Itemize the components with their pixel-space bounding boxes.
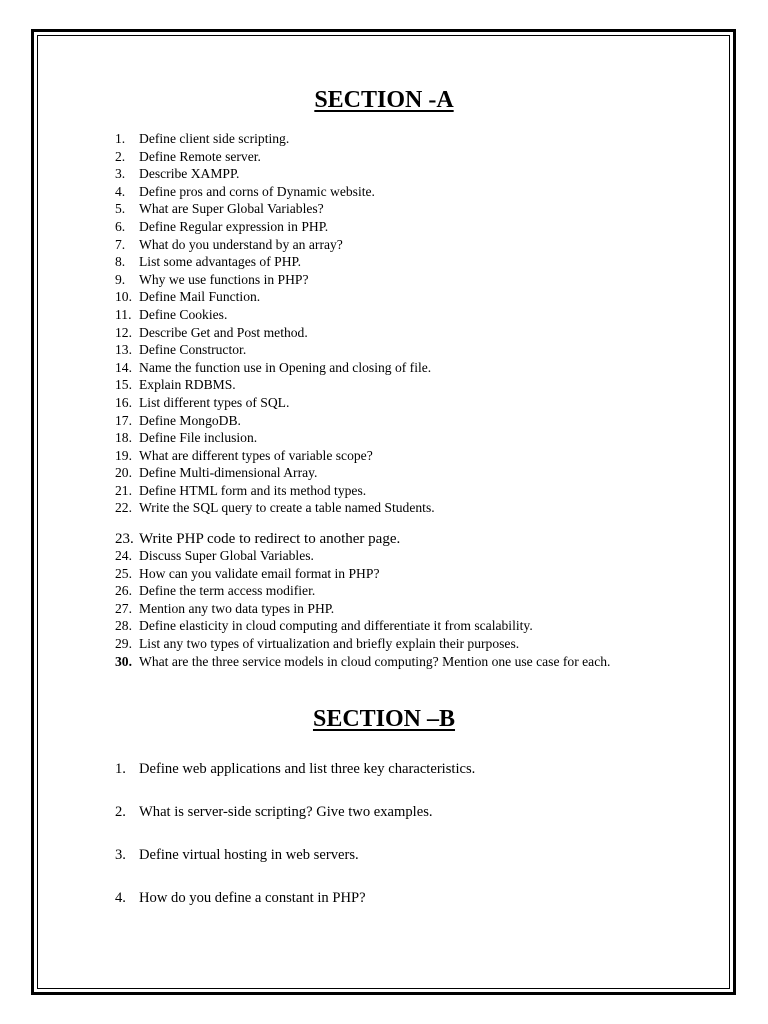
question-item bbox=[115, 341, 610, 359]
question-item bbox=[115, 600, 610, 618]
question-number: 30. bbox=[115, 653, 132, 669]
question-number: 18. bbox=[115, 430, 132, 446]
question-item bbox=[115, 653, 610, 671]
question-item bbox=[115, 499, 610, 517]
question-item bbox=[115, 253, 610, 271]
question-text: What do you understand by an array? bbox=[139, 236, 343, 252]
question-number: 13. bbox=[115, 342, 132, 358]
question-item bbox=[115, 447, 610, 465]
question-text: How can you validate email format in PHP? bbox=[139, 565, 380, 581]
question-text: Describe XAMPP. bbox=[139, 166, 240, 182]
question-number: 27. bbox=[115, 600, 132, 616]
section-a-title: SECTION -A bbox=[314, 87, 454, 113]
question-text: Define virtual hosting in web servers. bbox=[139, 847, 359, 863]
question-number: 6. bbox=[115, 218, 126, 234]
question-number: 1. bbox=[115, 131, 126, 146]
question-item bbox=[115, 271, 610, 289]
question-number: 29. bbox=[115, 636, 132, 652]
question-text: Define Mail Function. bbox=[139, 289, 261, 305]
question-text: List different types of SQL. bbox=[139, 394, 290, 410]
question-item bbox=[115, 376, 610, 394]
question-text: List some advantages of PHP. bbox=[139, 254, 301, 270]
question-text: What is server-side scripting? Give two examples. bbox=[139, 804, 433, 820]
question-item bbox=[115, 183, 610, 201]
question-item bbox=[115, 165, 610, 183]
question-text: Name the function use in Opening and closing of file. bbox=[139, 359, 432, 375]
question-text: What are the three service models in cloud computing? Mention one use case for each. bbox=[139, 653, 611, 669]
question-text: Write PHP code to redirect to another page. bbox=[139, 531, 401, 548]
question-number: 4. bbox=[115, 183, 126, 199]
question-text: Define client side scripting. bbox=[139, 131, 290, 146]
question-text: Define Cookies. bbox=[139, 306, 228, 322]
question-item bbox=[115, 288, 610, 306]
question-item bbox=[115, 582, 610, 600]
question-number: 3. bbox=[115, 847, 126, 863]
section-b-question-list bbox=[115, 758, 475, 930]
question-number: 2. bbox=[115, 148, 126, 164]
question-item bbox=[115, 236, 610, 254]
question-item bbox=[115, 324, 610, 342]
question-item bbox=[115, 547, 610, 565]
question-number: 16. bbox=[115, 394, 132, 410]
question-text: Define pros and corns of Dynamic website. bbox=[139, 183, 375, 199]
question-item bbox=[115, 306, 610, 324]
question-item bbox=[115, 464, 610, 482]
question-item bbox=[115, 200, 610, 218]
question-number: 8. bbox=[115, 254, 126, 270]
question-item bbox=[115, 887, 475, 930]
question-text: Define HTML form and its method types. bbox=[139, 482, 367, 498]
question-number: 12. bbox=[115, 324, 132, 340]
question-text: How do you define a constant in PHP? bbox=[139, 890, 366, 906]
question-number: 3. bbox=[115, 166, 126, 182]
question-number: 20. bbox=[115, 465, 132, 481]
question-text: Write the SQL query to create a table named Students. bbox=[139, 500, 435, 516]
question-text: Discuss Super Global Variables. bbox=[139, 548, 314, 564]
question-number: 23. bbox=[115, 531, 134, 548]
question-item bbox=[115, 635, 610, 653]
question-item bbox=[115, 758, 475, 801]
question-item bbox=[115, 394, 610, 412]
question-number: 15. bbox=[115, 377, 132, 393]
question-item bbox=[115, 429, 610, 447]
question-number: 25. bbox=[115, 565, 132, 581]
question-text: Explain RDBMS. bbox=[139, 377, 236, 393]
question-text: Define web applications and list three key characteristics. bbox=[139, 761, 476, 777]
question-text: Define Constructor. bbox=[139, 342, 247, 358]
question-item bbox=[115, 617, 610, 635]
question-text: List any two types of virtualization and briefly explain their purposes. bbox=[139, 636, 520, 652]
question-number: 2. bbox=[115, 804, 126, 820]
question-item bbox=[115, 844, 475, 887]
question-text: Why we use functions in PHP? bbox=[139, 271, 309, 287]
question-number: 11. bbox=[115, 306, 132, 322]
question-text: Describe Get and Post method. bbox=[139, 324, 308, 340]
question-text: Define elasticity in cloud computing and differentiate it from scalability. bbox=[139, 618, 533, 634]
question-item bbox=[115, 565, 610, 583]
section-b-title: SECTION –B bbox=[312, 706, 456, 732]
question-number: 21. bbox=[115, 482, 132, 498]
question-text: Define MongoDB. bbox=[139, 412, 241, 428]
question-number: 5. bbox=[115, 201, 126, 217]
question-text: Mention any two data types in PHP. bbox=[139, 600, 335, 616]
question-number: 9. bbox=[115, 271, 126, 287]
question-number: 24. bbox=[115, 548, 132, 564]
question-item bbox=[115, 359, 610, 377]
question-text: What are Super Global Variables? bbox=[139, 201, 324, 217]
section-a-question-list bbox=[115, 130, 610, 670]
question-number: 17. bbox=[115, 412, 132, 428]
question-item bbox=[115, 218, 610, 236]
question-text: What are different types of variable scope? bbox=[139, 447, 373, 463]
question-number: 22. bbox=[115, 500, 132, 516]
question-text: Define Regular expression in PHP. bbox=[139, 218, 329, 234]
question-number: 1. bbox=[115, 761, 126, 777]
question-item bbox=[115, 412, 610, 430]
question-text: Define File inclusion. bbox=[139, 430, 258, 446]
question-item bbox=[115, 130, 610, 148]
question-item bbox=[115, 482, 610, 500]
question-item bbox=[115, 527, 610, 547]
question-item bbox=[115, 148, 610, 166]
question-item bbox=[115, 801, 475, 844]
question-number: 10. bbox=[115, 289, 132, 305]
question-text: Define Remote server. bbox=[139, 148, 261, 164]
question-number: 7. bbox=[115, 236, 126, 252]
question-number: 28. bbox=[115, 618, 132, 634]
question-number: 4. bbox=[115, 890, 126, 906]
question-number: 19. bbox=[115, 447, 132, 463]
question-text: Define Multi-dimensional Array. bbox=[139, 465, 318, 481]
question-text: Define the term access modifier. bbox=[139, 583, 316, 599]
question-number: 14. bbox=[115, 359, 132, 375]
question-number: 26. bbox=[115, 583, 132, 599]
